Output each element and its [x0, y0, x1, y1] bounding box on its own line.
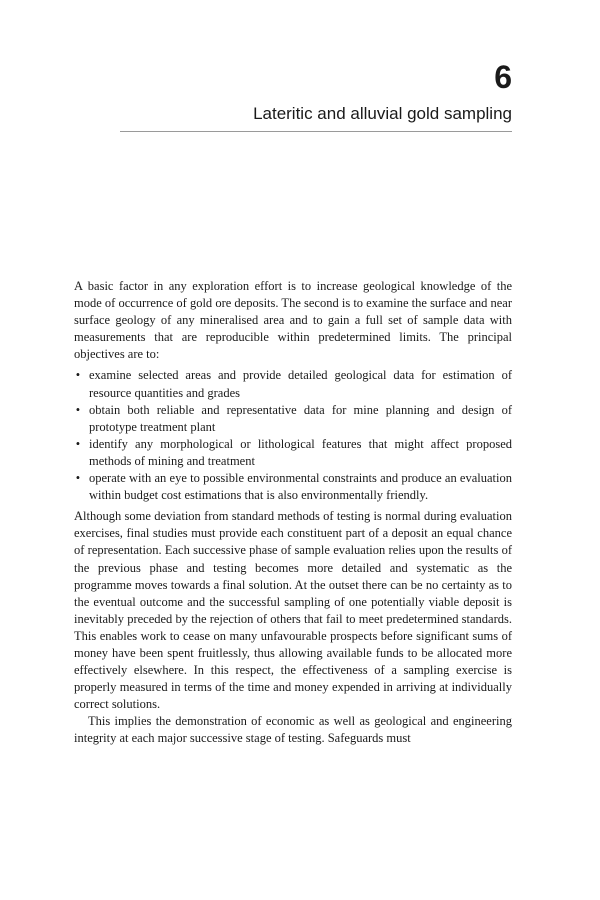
list-item-text: identify any morphological or lithological features that might affect proposed methods of mining and treatment [89, 436, 512, 468]
bullet-icon: • [75, 402, 81, 417]
list-item [74, 402, 512, 436]
chapter-number: 6 [494, 59, 512, 95]
body-text [74, 278, 512, 748]
paragraph-3: This implies the demonstration of economic as well as geological and engineering integrity at each major successive stage of testing. Safeguards must [74, 714, 512, 746]
list-item-text: obtain both reliable and representative data for mine planning and design of prototype treatment plant [89, 402, 512, 434]
bullet-icon: • [75, 471, 81, 486]
bullet-icon: • [75, 368, 81, 383]
list-item-text: operate with an eye to possible environmental constraints and produce an evaluation within budget cost estimations that is also environmentally friendly. [89, 471, 512, 503]
bullet-icon: • [75, 436, 81, 451]
list-item [74, 367, 512, 401]
objectives-list [74, 367, 512, 504]
list-item-text: examine selected areas and provide detailed geological data for estimation of resource quantities and grades [89, 368, 512, 400]
list-item [74, 470, 512, 504]
paragraph-2: Although some deviation from standard methods of testing is normal during evaluation exercises, final studies must provide each constituent part of a deposit an equal chance of representation. Each successive phase of sample evaluation relies upon the results of the previous phase and testing becomes more detailed and systematic as the programme moves towards a final solution. At the outset there can be no certainty as to the eventual outcome and the successful sampling of one potentially viable deposit is inevitably preceded by the rejection of others that fail to meet predetermined standards. This enables work to cease on many unfavourable prospects before significant sums of money have been spent fruitlessly, thus allowing available funds to be allocated more effectively elsewhere. In this respect, the effectiveness of a sampling exercise is properly measured in terms of the time and money expended in arriving at individually correct solutions. [74, 509, 512, 712]
title-divider [120, 131, 512, 132]
intro-paragraph: A basic factor in any exploration effort is to increase geological knowledge of the mode of occurrence of gold ore deposits. The second is to examine the surface and near surface geology of any mineralised area and to gain a full set of sample data with measurements that are reproducible within predetermined limits. The principal objectives are to: [74, 279, 512, 362]
list-item [74, 436, 512, 470]
chapter-title: Lateritic and alluvial gold sampling [253, 104, 512, 123]
